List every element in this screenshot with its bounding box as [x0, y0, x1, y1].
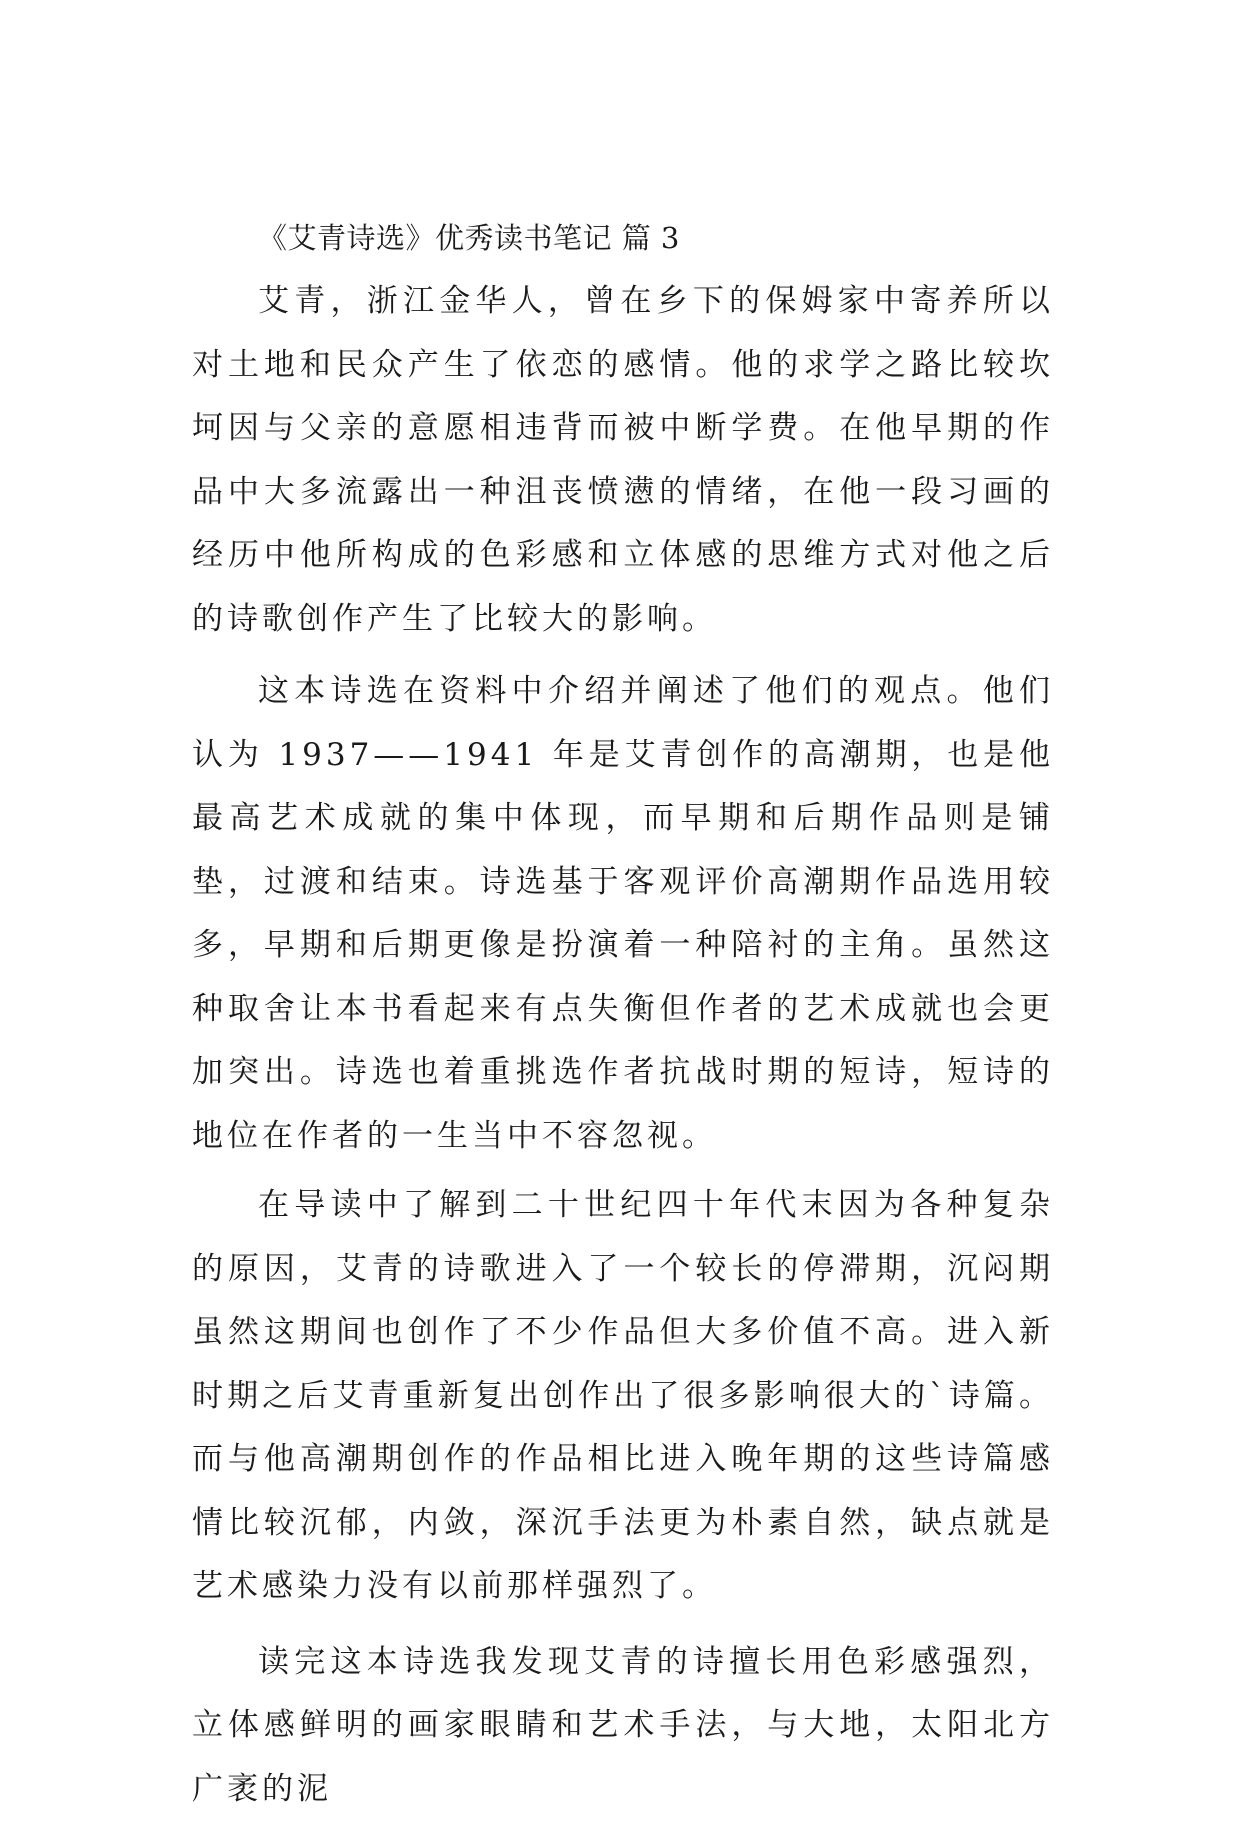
paragraph-biography: 艾青，浙江金华人，曾在乡下的保姆家中寄养所以对土地和民众产生了依恋的感情。他的求学之路比较坎坷因与父亲的意愿相违背而被中断学费。在他早期的作品中大多流露出一种沮丧愤懑的情绪，在他一段习画的经历中他所构成的色彩感和立体感的思维方式对他之后的诗歌创作产生了比较大的影响。 — [192, 270, 1054, 651]
paragraph-selection-views: 这本诗选在资料中介绍并阐述了他们的观点。他们认为 1937——1941 年是艾青创作的高潮期，也是他最高艺术成就的集中体现，而早期和后期作品则是铺垫，过渡和结束。诗选基于客观评价高潮期作品选用较多，早期和后期更像是扮演着一种陪衬的主角。虽然这种取舍让本书看起来有点失衡但作者的艺术成就也会更加突出。诗选也着重挑选作者抗战时期的短诗，短诗的地位在作者的一生当中不容忽视。 — [192, 660, 1054, 1168]
paragraph-later-period: 在导读中了解到二十世纪四十年代末因为各种复杂的原因，艾青的诗歌进入了一个较长的停滞期，沉闷期虽然这期间也创作了不少作品但大多价值不高。进入新时期之后艾青重新复出创作出了很多影响很大的`诗篇。而与他高潮期创作的作品相比进入晚年期的这些诗篇感情比较沉郁，内敛，深沉手法更为朴素自然，缺点就是艺术感染力没有以前那样强烈了。 — [192, 1174, 1054, 1619]
paragraph-reading-reflection: 读完这本诗选我发现艾青的诗擅长用色彩感强烈，立体感鲜明的画家眼睛和艺术手法，与大地，太阳北方广袤的泥 — [192, 1631, 1054, 1821]
document-title: 《艾青诗选》优秀读书笔记 篇 3 — [192, 216, 1054, 260]
document-body — [192, 216, 1054, 1821]
